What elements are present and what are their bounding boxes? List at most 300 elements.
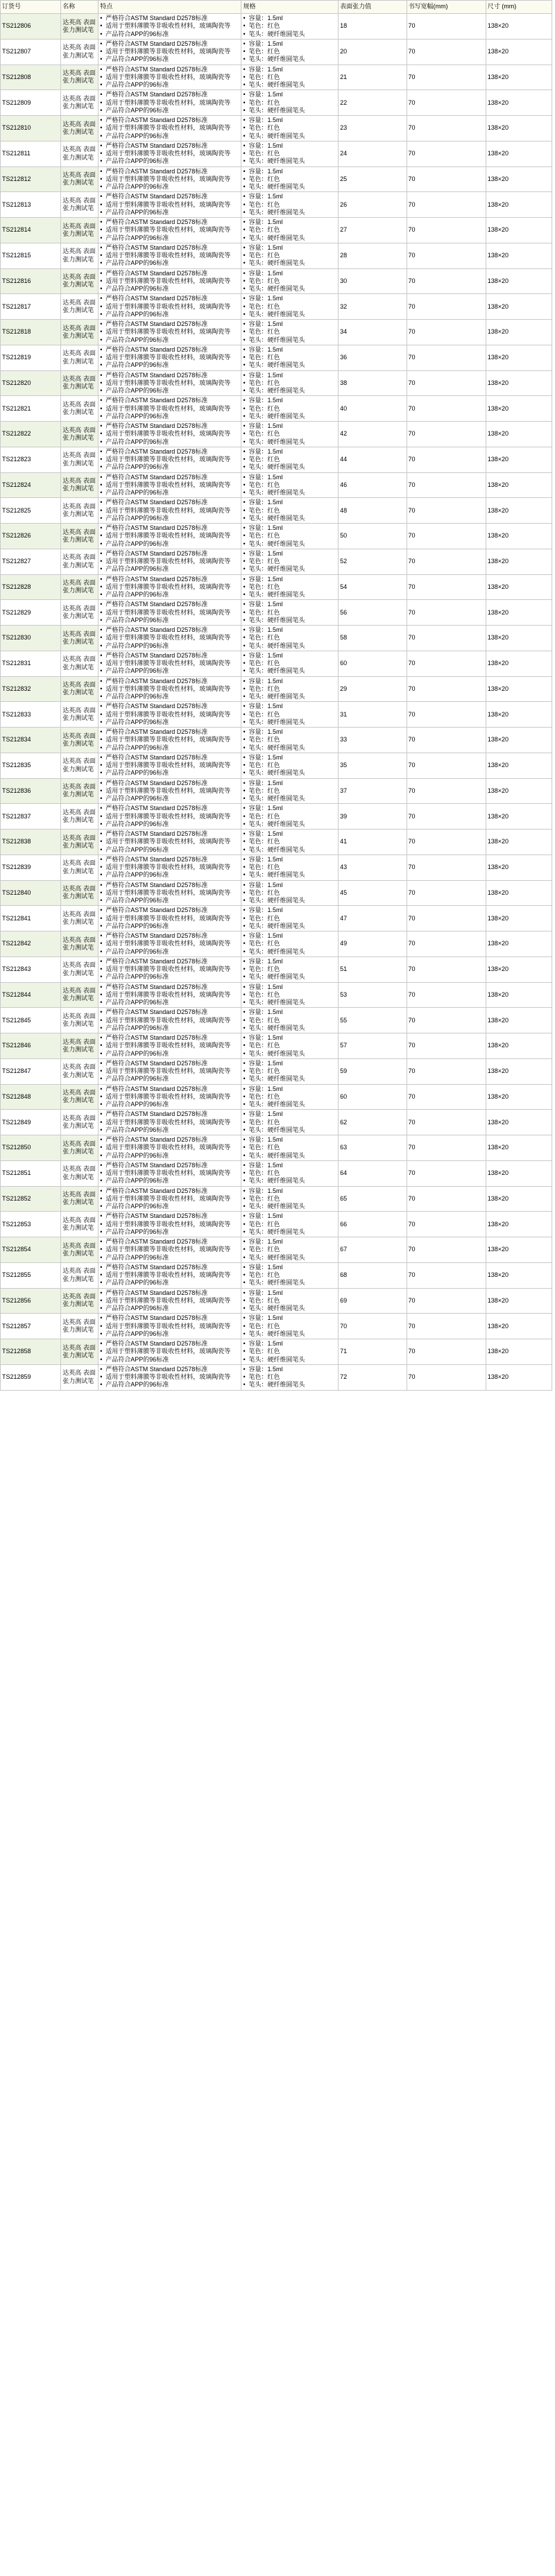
spec-item: • 笔色：红色	[243, 1271, 336, 1279]
cell-product-name: 达英高 表面张力测试笔	[61, 931, 99, 957]
cell-size: 138×20	[486, 728, 552, 753]
cell-features	[99, 982, 241, 1008]
spec-item: • 笔头：硬纤维圆笔头	[243, 565, 336, 573]
feature-item: • 适用于塑料薄膜等非吸收性材料，玻璃陶瓷等	[100, 252, 239, 259]
cell-order-number: TS212828	[1, 574, 61, 600]
spec-item: • 笔色：红色	[243, 1221, 336, 1228]
feature-item: • 严格符合ASTM Standard D2578标准	[100, 15, 239, 22]
spec-item: • 笔头：硬纤维圆笔头	[243, 1279, 336, 1287]
cell-product-name: 达英高 表面张力测试笔	[61, 524, 99, 549]
spec-item: • 笔头：硬纤维圆笔头	[243, 1050, 336, 1058]
table-body	[1, 14, 552, 1391]
feature-item: • 产品符合APP的96标准	[100, 55, 239, 63]
cell-features	[99, 90, 241, 116]
spec-item: • 笔头：硬纤维圆笔头	[243, 1356, 336, 1364]
feature-item: • 产品符合APP的96标准	[100, 871, 239, 879]
cell-size: 138×20	[486, 956, 552, 982]
spec-item: • 笔头：硬纤维圆笔头	[243, 922, 336, 930]
spec-item: • 容量：1.5ml	[243, 168, 336, 175]
spec-item: • 笔色：红色	[243, 48, 336, 55]
spec-item: • 笔色：红色	[243, 711, 336, 719]
cell-product-name: 达英高 表面张力测试笔	[61, 702, 99, 728]
table-row	[1, 804, 552, 830]
cell-writing-width: 70	[407, 243, 486, 268]
table-row	[1, 345, 552, 370]
spec-item: • 笔头：硬纤维圆笔头	[243, 1024, 336, 1032]
cell-spec	[241, 1135, 339, 1161]
feature-item: • 适用于塑料薄膜等非吸收性材料，玻璃陶瓷等	[100, 48, 239, 55]
cell-surface-tension-value: 38	[339, 370, 407, 396]
spec-item: • 笔头：硬纤维圆笔头	[243, 617, 336, 624]
cell-product-name: 达英高 表面张力测试笔	[61, 1110, 99, 1135]
cell-spec	[241, 1364, 339, 1390]
feature-item: • 适用于塑料薄膜等非吸收性材料，玻璃陶瓷等	[100, 813, 239, 821]
cell-surface-tension-value: 23	[339, 116, 407, 141]
cell-features	[99, 294, 241, 320]
table-row	[1, 1212, 552, 1237]
cell-surface-tension-value: 69	[339, 1288, 407, 1314]
table-row	[1, 65, 552, 90]
table-row	[1, 320, 552, 345]
cell-size: 138×20	[486, 830, 552, 855]
feature-item: • 产品符合APP的96标准	[100, 821, 239, 828]
feature-item: • 产品符合APP的96标准	[100, 234, 239, 242]
spec-item: • 笔头：硬纤维圆笔头	[243, 1177, 336, 1185]
cell-spec	[241, 651, 339, 676]
spec-item: • 笔色：红色	[243, 277, 336, 285]
column-header-name: 名称	[61, 1, 99, 14]
feature-item: • 产品符合APP的96标准	[100, 157, 239, 165]
cell-product-name: 达英高 表面张力测试笔	[61, 1339, 99, 1365]
table-row	[1, 753, 552, 778]
cell-size: 138×20	[486, 600, 552, 626]
cell-writing-width: 70	[407, 1084, 486, 1110]
feature-item: • 产品符合APP的96标准	[100, 1024, 239, 1032]
spec-item: • 笔色：红色	[243, 1323, 336, 1330]
table-row	[1, 931, 552, 957]
feature-item: • 产品符合APP的96标准	[100, 1177, 239, 1185]
table-row	[1, 1058, 552, 1084]
feature-item: • 严格符合ASTM Standard D2578标准	[100, 422, 239, 430]
table-row	[1, 422, 552, 447]
spec-item: • 笔头：硬纤维圆笔头	[243, 259, 336, 267]
spec-item: • 笔色：红色	[243, 1169, 336, 1177]
cell-features	[99, 574, 241, 600]
feature-item: • 产品符合APP的96标准	[100, 744, 239, 752]
cell-spec	[241, 880, 339, 906]
cell-size: 138×20	[486, 676, 552, 702]
feature-item: • 严格符合ASTM Standard D2578标准	[100, 882, 239, 889]
feature-item: • 严格符合ASTM Standard D2578标准	[100, 193, 239, 200]
spec-item: • 笔头：硬纤维圆笔头	[243, 846, 336, 854]
table-row	[1, 1110, 552, 1135]
feature-item: • 适用于塑料薄膜等非吸收性材料，玻璃陶瓷等	[100, 1373, 239, 1381]
cell-writing-width: 70	[407, 1339, 486, 1365]
cell-order-number: TS212856	[1, 1288, 61, 1314]
cell-size: 138×20	[486, 422, 552, 447]
cell-features	[99, 116, 241, 141]
table-row	[1, 651, 552, 676]
table-row	[1, 600, 552, 626]
cell-order-number: TS212812	[1, 166, 61, 192]
spec-item: • 容量：1.5ml	[243, 524, 336, 532]
cell-size: 138×20	[486, 1058, 552, 1084]
spec-item: • 笔头：硬纤维圆笔头	[243, 31, 336, 38]
spec-item: • 容量：1.5ml	[243, 1136, 336, 1144]
cell-order-number: TS212844	[1, 982, 61, 1008]
cell-product-name: 达英高 表面张力测试笔	[61, 1084, 99, 1110]
spec-item: • 笔色：红色	[243, 175, 336, 183]
cell-surface-tension-value: 25	[339, 166, 407, 192]
cell-product-name: 达英高 表面张力测试笔	[61, 141, 99, 166]
feature-item: • 严格符合ASTM Standard D2578标准	[100, 168, 239, 175]
cell-product-name: 达英高 表面张力测试笔	[61, 472, 99, 498]
cell-size: 138×20	[486, 472, 552, 498]
spec-item: • 容量：1.5ml	[243, 805, 336, 812]
cell-product-name: 达英高 表面张力测试笔	[61, 243, 99, 268]
cell-product-name: 达英高 表面张力测试笔	[61, 626, 99, 651]
cell-surface-tension-value: 39	[339, 804, 407, 830]
cell-product-name: 达英高 表面张力测试笔	[61, 1212, 99, 1237]
cell-surface-tension-value: 55	[339, 1008, 407, 1033]
feature-item: • 适用于塑料薄膜等非吸收性材料，玻璃陶瓷等	[100, 507, 239, 515]
cell-surface-tension-value: 31	[339, 702, 407, 728]
cell-size: 138×20	[486, 141, 552, 166]
cell-order-number: TS212850	[1, 1135, 61, 1161]
feature-item: • 严格符合ASTM Standard D2578标准	[100, 550, 239, 558]
feature-item: • 适用于塑料薄膜等非吸收性材料，玻璃陶瓷等	[100, 915, 239, 922]
cell-product-name: 达英高 表面张力测试笔	[61, 549, 99, 574]
feature-item: • 严格符合ASTM Standard D2578标准	[100, 397, 239, 404]
cell-spec	[241, 422, 339, 447]
feature-item: • 产品符合APP的96标准	[100, 693, 239, 701]
cell-product-name: 达英高 表面张力测试笔	[61, 1237, 99, 1263]
cell-product-name: 达英高 表面张力测试笔	[61, 1186, 99, 1212]
feature-item: • 适用于塑料薄膜等非吸收性材料，玻璃陶瓷等	[100, 175, 239, 183]
table-row	[1, 141, 552, 166]
cell-spec	[241, 370, 339, 396]
table-row	[1, 1186, 552, 1212]
feature-item: • 严格符合ASTM Standard D2578标准	[100, 346, 239, 354]
feature-item: • 产品符合APP的96标准	[100, 897, 239, 904]
cell-size: 138×20	[486, 192, 552, 218]
table-row	[1, 498, 552, 524]
table-row	[1, 166, 552, 192]
cell-product-name: 达英高 表面张力测试笔	[61, 651, 99, 676]
table-row	[1, 982, 552, 1008]
spec-item: • 容量：1.5ml	[243, 728, 336, 736]
cell-spec	[241, 931, 339, 957]
spec-item: • 笔头：硬纤维圆笔头	[243, 157, 336, 165]
cell-surface-tension-value: 30	[339, 268, 407, 294]
cell-spec	[241, 676, 339, 702]
feature-item: • 产品符合APP的96标准	[100, 1075, 239, 1083]
cell-writing-width: 70	[407, 14, 486, 40]
cell-size: 138×20	[486, 1237, 552, 1263]
cell-product-name: 达英高 表面张力测试笔	[61, 268, 99, 294]
table-row	[1, 1033, 552, 1059]
spec-item: • 笔头：硬纤维圆笔头	[243, 1152, 336, 1160]
feature-item: • 产品符合APP的96标准	[100, 565, 239, 573]
spec-item: • 容量：1.5ml	[243, 1314, 336, 1322]
feature-item: • 产品符合APP的96标准	[100, 209, 239, 216]
feature-item: • 适用于塑料薄膜等非吸收性材料，玻璃陶瓷等	[100, 1093, 239, 1101]
spec-item: • 笔头：硬纤维圆笔头	[243, 667, 336, 675]
cell-spec	[241, 1212, 339, 1237]
cell-spec	[241, 524, 339, 549]
spec-item: • 笔色：红色	[243, 1017, 336, 1024]
cell-writing-width: 70	[407, 982, 486, 1008]
cell-surface-tension-value: 45	[339, 880, 407, 906]
spec-item: • 笔色：红色	[243, 226, 336, 234]
spec-item: • 笔头：硬纤维圆笔头	[243, 311, 336, 318]
spec-item: • 笔头：硬纤维圆笔头	[243, 209, 336, 216]
cell-spec	[241, 320, 339, 345]
spec-item: • 笔头：硬纤维圆笔头	[243, 1330, 336, 1338]
feature-item: • 严格符合ASTM Standard D2578标准	[100, 1314, 239, 1322]
feature-item: • 产品符合APP的96标准	[100, 1381, 239, 1389]
cell-order-number: TS212824	[1, 472, 61, 498]
feature-item: • 严格符合ASTM Standard D2578标准	[100, 1034, 239, 1042]
cell-product-name: 达英高 表面张力测试笔	[61, 880, 99, 906]
spec-item: • 笔头：硬纤维圆笔头	[243, 1075, 336, 1083]
table-row	[1, 1237, 552, 1263]
spec-item: • 容量：1.5ml	[243, 1366, 336, 1373]
cell-size: 138×20	[486, 1212, 552, 1237]
feature-item: • 适用于塑料薄膜等非吸收性材料，玻璃陶瓷等	[100, 1297, 239, 1305]
feature-item: • 产品符合APP的96标准	[100, 311, 239, 318]
spec-item: • 笔色：红色	[243, 1067, 336, 1075]
cell-features	[99, 906, 241, 931]
spec-item: • 笔色：红色	[243, 889, 336, 897]
spec-item: • 笔头：硬纤维圆笔头	[243, 1254, 336, 1262]
cell-surface-tension-value: 41	[339, 830, 407, 855]
cell-order-number: TS212830	[1, 626, 61, 651]
cell-writing-width: 70	[407, 804, 486, 830]
feature-item: • 产品符合APP的96标准	[100, 591, 239, 599]
cell-product-name: 达英高 表面张力测试笔	[61, 1008, 99, 1033]
feature-item: • 严格符合ASTM Standard D2578标准	[100, 270, 239, 277]
feature-item: • 产品符合APP的96标准	[100, 259, 239, 267]
spec-item: • 容量：1.5ml	[243, 856, 336, 864]
feature-item: • 产品符合APP的96标准	[100, 846, 239, 854]
feature-item: • 产品符合APP的96标准	[100, 489, 239, 497]
cell-features	[99, 345, 241, 370]
table-row	[1, 728, 552, 753]
cell-order-number: TS212848	[1, 1084, 61, 1110]
spec-item: • 容量：1.5ml	[243, 678, 336, 685]
cell-features	[99, 651, 241, 676]
spec-item: • 容量：1.5ml	[243, 907, 336, 914]
cell-features	[99, 855, 241, 880]
cell-spec	[241, 1058, 339, 1084]
spec-item: • 笔色：红色	[243, 1119, 336, 1126]
cell-spec	[241, 574, 339, 600]
cell-size: 138×20	[486, 1160, 552, 1186]
cell-spec	[241, 626, 339, 651]
feature-item: • 适用于塑料薄膜等非吸收性材料，玻璃陶瓷等	[100, 277, 239, 285]
feature-item: • 严格符合ASTM Standard D2578标准	[100, 984, 239, 991]
table-row	[1, 116, 552, 141]
spec-item: • 笔头：硬纤维圆笔头	[243, 387, 336, 395]
cell-spec	[241, 192, 339, 218]
cell-surface-tension-value: 24	[339, 141, 407, 166]
spec-item: • 笔色：红色	[243, 864, 336, 871]
spec-item: • 容量：1.5ml	[243, 932, 336, 940]
feature-item: • 适用于塑料薄膜等非吸收性材料，玻璃陶瓷等	[100, 532, 239, 540]
table-row	[1, 243, 552, 268]
cell-surface-tension-value: 28	[339, 243, 407, 268]
cell-order-number: TS212847	[1, 1058, 61, 1084]
cell-spec	[241, 1339, 339, 1365]
cell-order-number: TS212854	[1, 1237, 61, 1263]
feature-item: • 严格符合ASTM Standard D2578标准	[100, 830, 239, 838]
table-row	[1, 1339, 552, 1365]
cell-spec	[241, 1262, 339, 1288]
cell-size: 138×20	[486, 855, 552, 880]
spec-item: • 笔头：硬纤维圆笔头	[243, 540, 336, 548]
cell-writing-width: 70	[407, 90, 486, 116]
cell-features	[99, 830, 241, 855]
cell-size: 138×20	[486, 14, 552, 40]
column-header-features: 特点	[99, 1, 241, 14]
feature-item: • 适用于塑料薄膜等非吸收性材料，玻璃陶瓷等	[100, 430, 239, 438]
feature-item: • 产品符合APP的96标准	[100, 795, 239, 802]
feature-item: • 产品符合APP的96标准	[100, 1279, 239, 1287]
feature-item: • 产品符合APP的96标准	[100, 285, 239, 293]
spec-item: • 笔头：硬纤维圆笔头	[243, 642, 336, 650]
cell-writing-width: 70	[407, 778, 486, 804]
cell-product-name: 达英高 表面张力测试笔	[61, 1058, 99, 1084]
cell-size: 138×20	[486, 906, 552, 931]
spec-item: • 容量：1.5ml	[243, 15, 336, 22]
cell-surface-tension-value: 62	[339, 1110, 407, 1135]
feature-item: • 产品符合APP的96标准	[100, 999, 239, 1006]
feature-item: • 严格符合ASTM Standard D2578标准	[100, 474, 239, 481]
cell-features	[99, 880, 241, 906]
cell-surface-tension-value: 56	[339, 600, 407, 626]
cell-spec	[241, 1186, 339, 1212]
cell-features	[99, 1008, 241, 1033]
feature-item: • 严格符合ASTM Standard D2578标准	[100, 754, 239, 762]
cell-size: 138×20	[486, 39, 552, 65]
cell-spec	[241, 447, 339, 472]
feature-item: • 严格符合ASTM Standard D2578标准	[100, 932, 239, 940]
cell-writing-width: 70	[407, 676, 486, 702]
cell-product-name: 达英高 表面张力测试笔	[61, 116, 99, 141]
feature-item: • 严格符合ASTM Standard D2578标准	[100, 1238, 239, 1246]
feature-item: • 适用于塑料薄膜等非吸收性材料，玻璃陶瓷等	[100, 379, 239, 387]
spec-item: • 容量：1.5ml	[243, 499, 336, 506]
cell-product-name: 达英高 表面张力测试笔	[61, 422, 99, 447]
cell-order-number: TS212842	[1, 931, 61, 957]
feature-item: • 适用于塑料薄膜等非吸收性材料，玻璃陶瓷等	[100, 762, 239, 769]
feature-item: • 适用于塑料薄膜等非吸收性材料，玻璃陶瓷等	[100, 838, 239, 845]
spec-item: • 容量：1.5ml	[243, 1085, 336, 1093]
feature-item: • 产品符合APP的96标准	[100, 1228, 239, 1236]
table-row	[1, 39, 552, 65]
spec-item: • 容量：1.5ml	[243, 703, 336, 710]
cell-product-name: 达英高 表面张力测试笔	[61, 370, 99, 396]
cell-spec	[241, 243, 339, 268]
feature-item: • 严格符合ASTM Standard D2578标准	[100, 907, 239, 914]
table-row	[1, 218, 552, 243]
feature-item: • 严格符合ASTM Standard D2578标准	[100, 703, 239, 710]
feature-item: • 适用于塑料薄膜等非吸收性材料，玻璃陶瓷等	[100, 1271, 239, 1279]
cell-surface-tension-value: 60	[339, 651, 407, 676]
feature-item: • 适用于塑料薄膜等非吸收性材料，玻璃陶瓷等	[100, 558, 239, 565]
cell-spec	[241, 65, 339, 90]
cell-writing-width: 70	[407, 116, 486, 141]
cell-features	[99, 1135, 241, 1161]
spec-item: • 容量：1.5ml	[243, 320, 336, 328]
spec-item: • 笔头：硬纤维圆笔头	[243, 361, 336, 369]
feature-item: • 严格符合ASTM Standard D2578标准	[100, 1136, 239, 1144]
cell-order-number: TS212814	[1, 218, 61, 243]
spec-item: • 容量：1.5ml	[243, 422, 336, 430]
cell-writing-width: 70	[407, 472, 486, 498]
feature-item: • 适用于塑料薄膜等非吸收性材料，玻璃陶瓷等	[100, 1221, 239, 1228]
cell-order-number: TS212809	[1, 90, 61, 116]
cell-product-name: 达英高 表面张力测试笔	[61, 956, 99, 982]
feature-item: • 适用于塑料薄膜等非吸收性材料，玻璃陶瓷等	[100, 940, 239, 947]
cell-writing-width: 70	[407, 1237, 486, 1263]
cell-product-name: 达英高 表面张力测试笔	[61, 396, 99, 422]
cell-product-name: 达英高 表面张力测试笔	[61, 676, 99, 702]
cell-order-number: TS212813	[1, 192, 61, 218]
spec-item: • 容量：1.5ml	[243, 1060, 336, 1067]
cell-spec	[241, 141, 339, 166]
feature-item: • 严格符合ASTM Standard D2578标准	[100, 1212, 239, 1220]
cell-features	[99, 1160, 241, 1186]
cell-product-name: 达英高 表面张力测试笔	[61, 804, 99, 830]
table-row	[1, 396, 552, 422]
cell-writing-width: 70	[407, 396, 486, 422]
table-header	[1, 1, 552, 14]
cell-writing-width: 70	[407, 1033, 486, 1059]
spec-item: • 笔头：硬纤维圆笔头	[243, 81, 336, 89]
spec-item: • 容量：1.5ml	[243, 117, 336, 124]
feature-item: • 产品符合APP的96标准	[100, 387, 239, 395]
cell-spec	[241, 906, 339, 931]
spec-item: • 容量：1.5ml	[243, 1008, 336, 1016]
cell-product-name: 达英高 表面张力测试笔	[61, 1262, 99, 1288]
cell-writing-width: 70	[407, 1135, 486, 1161]
spec-item: • 容量：1.5ml	[243, 244, 336, 252]
feature-item: • 适用于塑料薄膜等非吸收性材料，玻璃陶瓷等	[100, 1067, 239, 1075]
cell-surface-tension-value: 46	[339, 472, 407, 498]
feature-item: • 严格符合ASTM Standard D2578标准	[100, 856, 239, 864]
table-row	[1, 855, 552, 880]
feature-item: • 严格符合ASTM Standard D2578标准	[100, 1085, 239, 1093]
spec-item: • 笔色：红色	[243, 405, 336, 413]
cell-surface-tension-value: 32	[339, 294, 407, 320]
feature-item: • 适用于塑料薄膜等非吸收性材料，玻璃陶瓷等	[100, 354, 239, 361]
feature-item: • 产品符合APP的96标准	[100, 336, 239, 344]
cell-size: 138×20	[486, 931, 552, 957]
cell-surface-tension-value: 72	[339, 1364, 407, 1390]
feature-item: • 产品符合APP的96标准	[100, 1305, 239, 1312]
feature-item: • 适用于塑料薄膜等非吸收性材料，玻璃陶瓷等	[100, 405, 239, 413]
cell-size: 138×20	[486, 218, 552, 243]
cell-writing-width: 70	[407, 1186, 486, 1212]
cell-surface-tension-value: 51	[339, 956, 407, 982]
cell-order-number: TS212826	[1, 524, 61, 549]
spec-item: • 笔色：红色	[243, 1195, 336, 1203]
cell-features	[99, 14, 241, 40]
cell-product-name: 达英高 表面张力测试笔	[61, 574, 99, 600]
cell-surface-tension-value: 63	[339, 1135, 407, 1161]
